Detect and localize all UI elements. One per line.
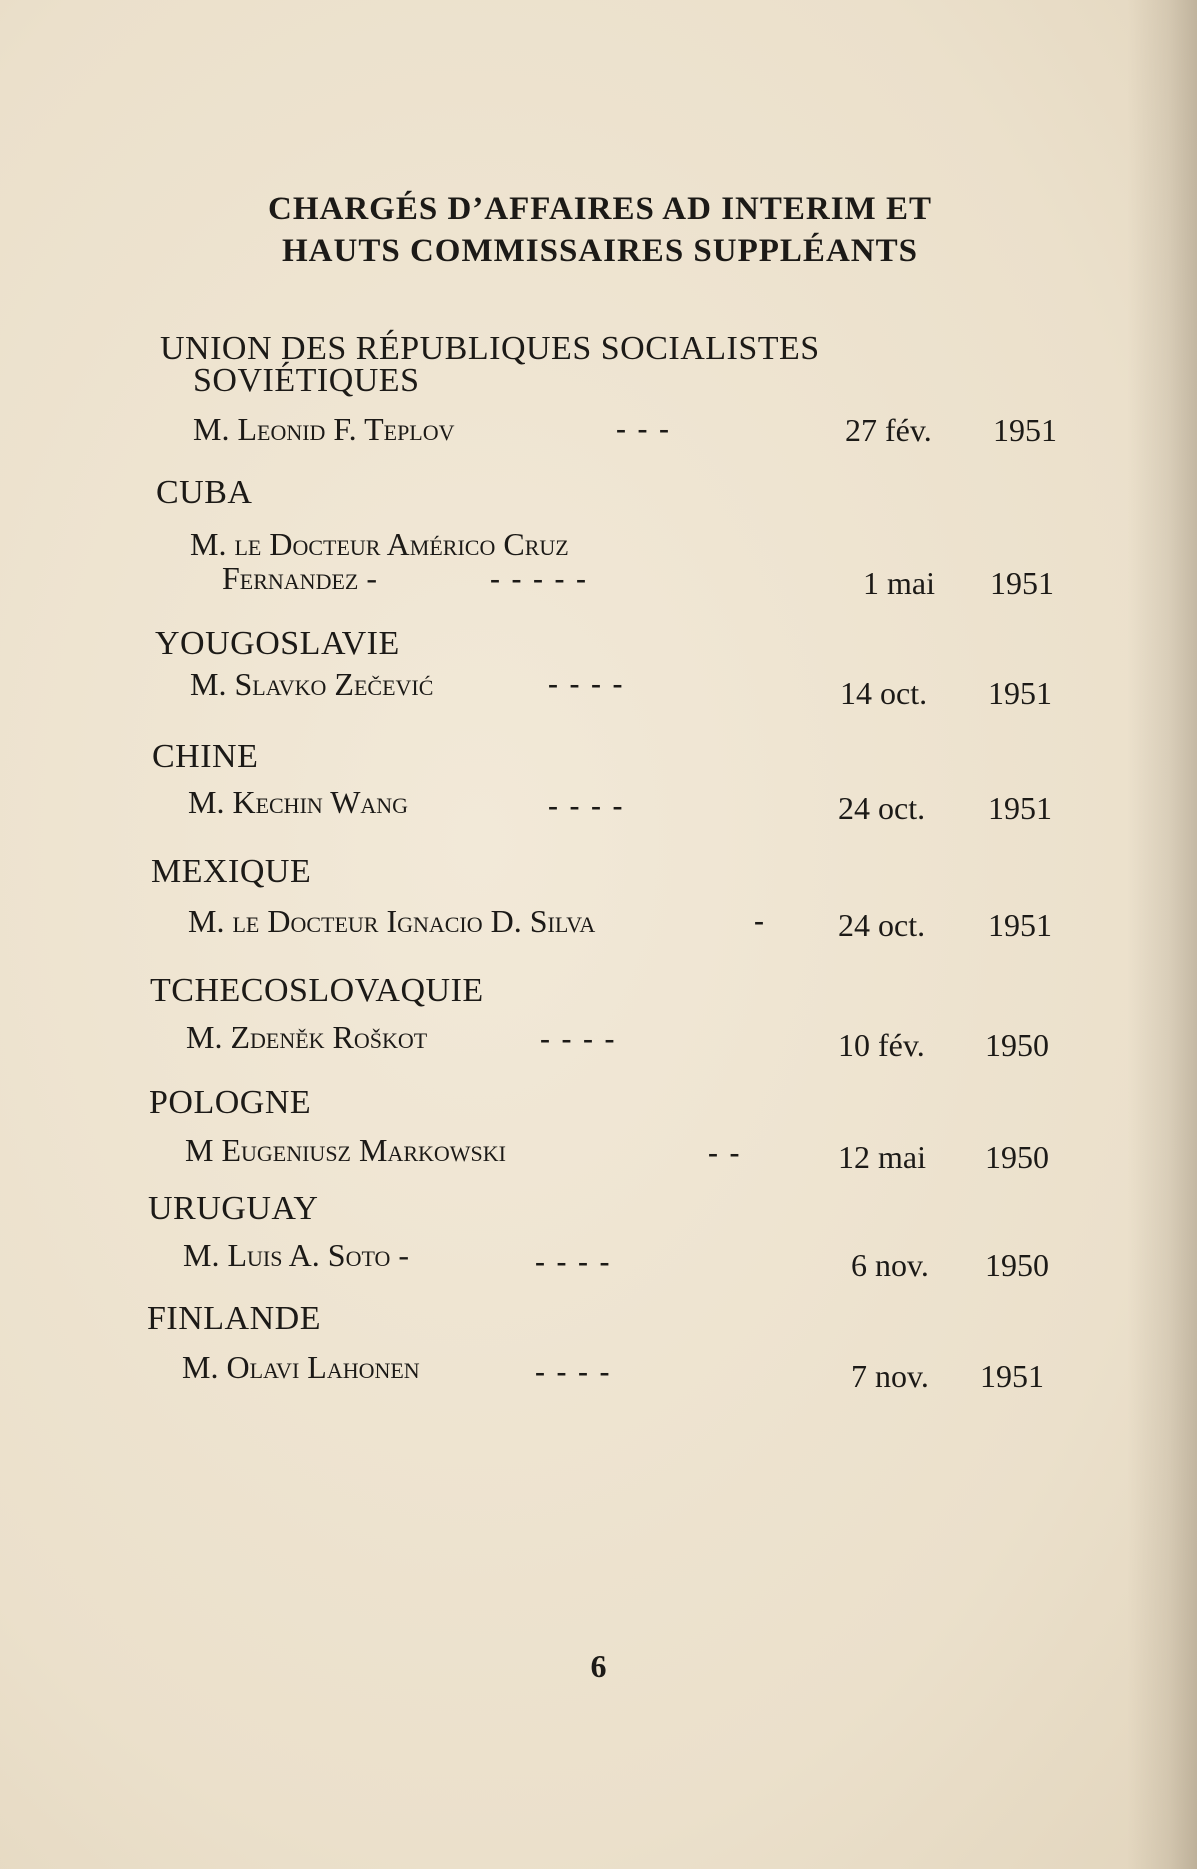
envoy-name-continued: Fernandez -	[222, 560, 377, 596]
leader-dashes: - - - -	[548, 789, 625, 822]
leader-dashes: -	[754, 904, 766, 937]
leader-dashes: - - -	[616, 412, 671, 445]
leader-dashes: - - - -	[548, 667, 625, 700]
country-name: CHINE	[152, 738, 259, 775]
appointment-year: 1951	[988, 907, 1052, 943]
appointment-date: 1 mai	[863, 565, 935, 601]
appointment-year: 1950	[985, 1027, 1049, 1063]
leader-dashes: - - - - -	[490, 562, 588, 595]
leader-dashes: - -	[708, 1136, 742, 1169]
envoy-name: M. le Docteur Ignacio D. Silva	[188, 903, 596, 939]
envoy-name: M. Kechin Wang	[188, 784, 409, 820]
leader-dashes: - - - -	[535, 1355, 612, 1388]
section-heading	[150, 188, 1050, 272]
country-name-continued: SOVIÉTIQUES	[193, 362, 420, 399]
envoy-name: M. le Docteur Américo Cruz	[190, 526, 569, 562]
appointment-year: 1951	[988, 675, 1052, 711]
appointment-year: 1951	[993, 412, 1057, 448]
envoy-name: M. Leonid F. Teplov	[193, 411, 455, 447]
appointment-year: 1950	[985, 1247, 1049, 1283]
envoy-name: M. Luis A. Soto -	[183, 1237, 410, 1273]
envoy-name: M. Slavko Zečević	[190, 666, 434, 702]
page-number: 6	[590, 1648, 607, 1684]
country-name: YOUGOSLAVIE	[155, 625, 400, 662]
leader-dashes: - - - -	[535, 1245, 612, 1278]
country-name: TCHECOSLOVAQUIE	[150, 972, 484, 1009]
country-name: UNION DES RÉPUBLIQUES SOCIALISTES	[160, 330, 820, 367]
country-name: CUBA	[156, 474, 253, 511]
appointment-date: 10 fév.	[838, 1027, 925, 1063]
heading-line-2: HAUTS COMMISSAIRES SUPPLÉANTS	[282, 233, 918, 269]
appointment-date: 7 nov.	[851, 1358, 929, 1394]
appointment-date: 27 fév.	[845, 412, 932, 448]
appointment-date: 12 mai	[838, 1139, 926, 1175]
appointment-date: 6 nov.	[851, 1247, 929, 1283]
leader-dashes: - - - -	[540, 1022, 617, 1055]
envoy-name: M Eugeniusz Markowski	[185, 1132, 506, 1168]
appointment-year: 1951	[988, 790, 1052, 826]
envoy-name: M. Olavi Lahonen	[182, 1349, 420, 1385]
appointment-date: 24 oct.	[838, 907, 926, 943]
country-name: URUGUAY	[148, 1190, 319, 1227]
country-name: MEXIQUE	[151, 853, 312, 890]
appointment-date: 24 oct.	[838, 790, 926, 826]
country-name: POLOGNE	[149, 1084, 312, 1121]
appointment-date: 14 oct.	[840, 675, 928, 711]
spine-shadow	[1127, 0, 1197, 1869]
heading-line-1: CHARGÉS D’AFFAIRES AD INTERIM ET	[268, 191, 932, 227]
envoy-name: M. Zdeněk Roškot	[186, 1019, 428, 1055]
country-name: FINLANDE	[147, 1300, 321, 1337]
appointment-year: 1951	[980, 1358, 1044, 1394]
appointment-year: 1951	[990, 565, 1054, 601]
appointment-year: 1950	[985, 1139, 1049, 1175]
